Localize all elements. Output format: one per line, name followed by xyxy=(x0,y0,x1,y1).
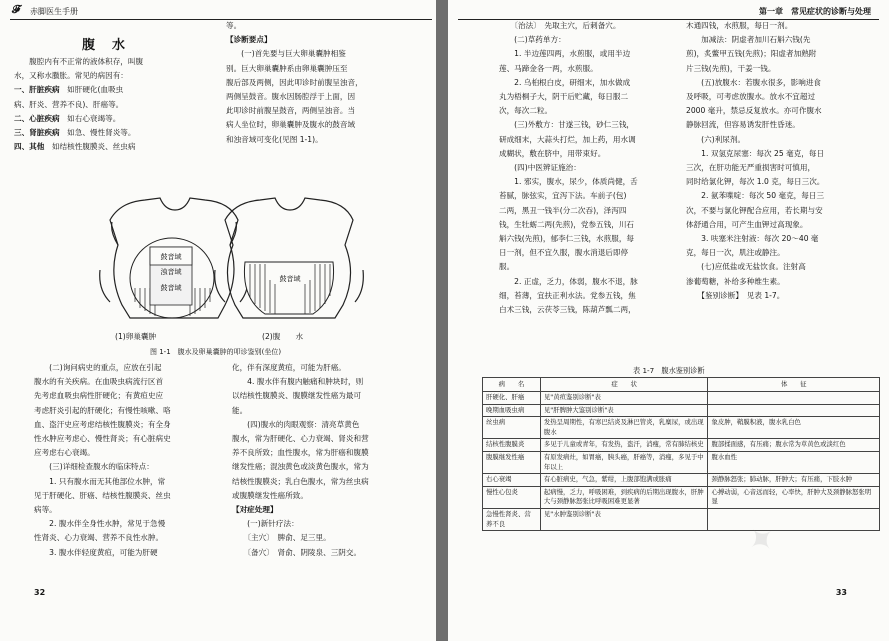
table-cell-sym: 多见于儿童或青年，有发热，盗汗，消瘦，常有肺结核史 xyxy=(540,439,708,452)
table-cell-sign: 腹部揉面感，有压痛；腹水常为草黄色或淡红色 xyxy=(708,439,880,452)
text-line: 【对症处理】 xyxy=(232,505,278,515)
table-cell-name: 急慢性肾炎、营养不良 xyxy=(483,508,541,530)
text-line: 2. 腹水伴全身性水肿，常见于急慢 xyxy=(34,519,166,529)
intro-line: 腹腔内有不正常的液体积存，叫腹 xyxy=(14,57,144,66)
text-line: 细，苔薄，宜扶正利水法。党参五钱，焦 xyxy=(499,290,636,300)
text-line: 应考虑右心衰竭。 xyxy=(34,448,95,458)
text-line: 二两，黑丑一钱半(分二次吞)，泽泻四 xyxy=(499,205,627,215)
text-line: 能。 xyxy=(232,405,248,415)
intro-line: 水，又称水臌胀。常见的病因有： xyxy=(14,71,128,81)
header-text: 第一章 常见症状的诊断与处理 xyxy=(759,7,871,16)
text-line: 继发性癌；混浊黄色或淡黄色腹水，常为 xyxy=(232,462,369,472)
treatment-column xyxy=(499,19,689,317)
differential-table xyxy=(482,377,880,531)
table-row xyxy=(483,508,880,530)
table-cell-sign: 心搏动弱，心音远而轻，心率快，肝肿大及颈静脉怒张明显 xyxy=(708,486,880,508)
text-line: 性水肿应考虑心、慢性肾炎；有心脏病史 xyxy=(34,434,171,444)
text-line: 此叩诊时前腹呈鼓音，两侧呈浊音。当 xyxy=(226,106,356,116)
figure-caption: 图 1-1 腹水及卵巢囊肿的叩诊鉴别(坐位) xyxy=(150,348,282,356)
text-line: 加减法：阴虚者加川石斛六钱(先 xyxy=(686,35,811,45)
page-number: 33 xyxy=(835,588,847,597)
text-line: 【鉴别诊断】 见表 1-7。 xyxy=(686,290,785,300)
text-line: 【诊断要点】 xyxy=(226,35,272,45)
text-line: 腹水，常为肝硬化、心力衰竭、肾炎和营 xyxy=(232,434,369,444)
text-line: (四)腹水的肉眼观察：清亮草黄色 xyxy=(232,419,360,429)
header-text: 赤脚医生手册 xyxy=(30,7,78,16)
table-cell-name: 肝硬化、肝癌 xyxy=(483,392,541,405)
text-line: 化，伴有深度黄疸，可能为肝癌。 xyxy=(232,363,346,372)
right-page xyxy=(448,0,889,641)
table-cell-name: 晚期血吸虫病 xyxy=(483,404,541,417)
tympany-zone-label: 鼓音域 xyxy=(279,275,301,283)
table-row xyxy=(483,404,880,417)
table-row xyxy=(483,392,880,405)
text-line: 〔治法〕 先取主穴，后刺备穴。 xyxy=(499,21,621,30)
bottom-right-column xyxy=(232,361,428,560)
table-row xyxy=(483,451,880,473)
table-header-row xyxy=(483,378,880,392)
running-header-right xyxy=(448,0,889,20)
column-header: 体 征 xyxy=(708,378,880,392)
text-line: 斛六钱(先煎)，郁李仁三钱，水煎服，每 xyxy=(499,234,635,244)
text-line: 先考虑血吸虫病性肝硬化；有黄疸史应 xyxy=(34,391,164,401)
text-line: 腹水的有关疾病。在血吸虫病流行区首 xyxy=(34,377,164,387)
running-header-left xyxy=(0,0,436,20)
table-cell-sym: 见"肝脾肿大鉴别诊断"表 xyxy=(540,404,708,417)
table-cell-sym: 有心脏病史，气急，紫绀，上腹部饱满或胀痛 xyxy=(540,474,708,487)
text-line: 1. 双氢克尿塞：每次 25 毫克，每日 xyxy=(686,148,825,158)
text-line: 日一剂，但不宜久服，腹水消退后即停 xyxy=(499,248,629,258)
table-row xyxy=(483,417,880,439)
text-line: 研成细末，大蒜头打烂，加上药，用水调 xyxy=(499,134,636,144)
figure-subcaption-1: (1)卵巢囊肿 xyxy=(115,332,157,341)
text-line: 成糊状，敷在脐中，用带束好。 xyxy=(499,148,606,158)
text-line: 2. 氨苯喋啶：每次 50 毫克，每日三 xyxy=(686,191,825,201)
watermark: ✦ xyxy=(738,515,787,565)
text-line: 1. 半边莲四两，水煎服，或用半边 xyxy=(499,49,631,59)
table-cell-sym: 见"水肿鉴别诊断"表 xyxy=(540,508,708,530)
text-line: 考虑肝炎引起的肝硬化；有慢性咳嗽、咯 xyxy=(34,405,171,415)
table-cell-sym: 发热呈周期性，有寒巴结炎及淋巴管炎，乳糜尿，或出现腹水 xyxy=(540,417,708,439)
text-line: 木通四钱，水煎服，每日一剂。 xyxy=(686,21,793,30)
table-cell-sym: 见"黄疸鉴别诊断"表 xyxy=(540,392,708,405)
table-cell-sym: 有原发病灶，如胃癌，胰头癌，肝癌等，消瘦，多见于中年以上 xyxy=(540,451,708,473)
text-line: 2. 乌桕根白皮，研细末，加水做成 xyxy=(499,77,631,87)
dullness-zone-label: 鼓音域 xyxy=(160,253,182,261)
cause-item: 四、其他 如结核性腹膜炎、丝虫病 xyxy=(14,142,136,152)
table-row xyxy=(483,439,880,452)
section-title: 腹 水 xyxy=(82,38,128,53)
text-line: 莲、马蹄金各一两，水煎服。 xyxy=(499,63,598,73)
text-line: 4. 腹水伴有腹内触痛和肿块时，则 xyxy=(232,377,364,387)
text-line: (四)中医辨证施治： xyxy=(499,163,581,173)
text-line: 1. 只有腹水而无其他部位水肿，常 xyxy=(34,476,166,486)
text-line: 性肾炎、心力衰竭、营养不良性水肿。 xyxy=(34,533,164,543)
bottom-left-column xyxy=(34,361,230,560)
text-line: 2. 正虚，乏力，体弱，腹水不退，脉 xyxy=(499,276,638,286)
text-line: 结核性腹膜炎；乳白色腹水，常为丝虫病 xyxy=(232,476,369,486)
table-cell-name: 结核性腹膜炎 xyxy=(483,439,541,452)
cause-item: 一、肝脏疾病 如肝硬化(血吸虫 xyxy=(14,85,124,95)
text-line: 〔主穴〕 脾俞、足三里。 xyxy=(232,533,331,543)
text-line: 见于肝硬化、肝癌、结核性腹膜炎、丝虫 xyxy=(34,490,171,500)
text-line: 和浊音域可变化(见图 1-1)。 xyxy=(226,134,323,144)
text-line: 丸为梧桐子大，阴干后贮藏，每日服二 xyxy=(499,92,629,102)
text-line: (三)详细检查腹水的临床特点： xyxy=(34,462,154,472)
text-line: 服。 xyxy=(499,262,515,272)
text-line: 病人坐位时，卵巢囊肿及腹水的鼓音域 xyxy=(226,120,356,130)
text-line: 次，每次二粒。 xyxy=(499,106,553,116)
text-line: 同时给氯化钾，每次 1.0 克，每日三次。 xyxy=(686,177,825,187)
left-page xyxy=(0,0,436,641)
text-line: 体舒通合用，可产生血钾过高现象。 xyxy=(686,219,808,229)
table-cell-name: 慢性心包炎 xyxy=(483,486,541,508)
text-line: 病等。 xyxy=(34,505,57,515)
text-line: 3. 呋塞米注射液：每次 20～40 毫 xyxy=(686,234,819,244)
text-line: 钱，生牡蛎二两(先煎)，党参五钱，川石 xyxy=(499,219,635,229)
text-line: 或腹膜继发性癌所致。 xyxy=(232,490,308,500)
text-line: 渗葡萄糖，补给多种维生素。 xyxy=(686,276,785,286)
text-line: (五)放腹水：若腹水很多，影响进食 xyxy=(686,77,822,87)
text-line: 2000 毫升，禁忌反复放水。亦可作腹水 xyxy=(686,106,822,116)
text-line: 3. 腹水伴轻度黄疸，可能为肝硬 xyxy=(34,547,158,557)
table-title: 表 1-7 腹水鉴别诊断 xyxy=(633,366,705,375)
text-line: 片三钱(先煎)，干姜一钱。 xyxy=(686,63,776,73)
table-cell-sign: 象皮肿，鞘膜积液，腹水乳白色 xyxy=(708,417,880,439)
text-line: 以结核性腹膜炎、腹膜继发性癌为最可 xyxy=(232,391,362,401)
text-line: 煎)，炙鳖甲五钱(先煎)；阳虚者加熟附 xyxy=(686,49,817,59)
table-row xyxy=(483,486,880,508)
table-cell-sign xyxy=(708,392,880,405)
text-line: 白术三钱，云茯苓三钱，陈葫芦瓢二两， xyxy=(499,305,636,315)
figure-subcaption-2: (2)腹 水 xyxy=(262,332,304,341)
text-line: 养不良所致；血性腹水，常为肝癌和腹膜 xyxy=(232,448,369,458)
table-cell-name: 腹膜继发性癌 xyxy=(483,451,541,473)
text-line: (一)新针疗法： xyxy=(232,519,299,529)
table-cell-sign: 颈静脉怒张；肺动脉，肝肿大；有压痛，下肢水肿 xyxy=(708,474,880,487)
page-number: 32 xyxy=(34,588,46,597)
dullness-zone-label: 鼓音域 xyxy=(160,284,182,292)
text-line: 三次，在肝功能无严重损害时可慎用， xyxy=(686,163,816,173)
cause-item: 病、肝炎、营养不良)、肝癌等。 xyxy=(14,99,124,109)
table-cell-sym: 起病慢，乏力，呼吸困难，到疾病的后期出现腹水，肝肿大与颈静脉怒张比呼吸困难更显著 xyxy=(540,486,708,508)
text-line: 别。巨大卵巢囊肿系由卵巢囊肿压至 xyxy=(226,63,348,73)
text-line: 腹后部及两侧，因此叩诊时前腹呈浊音， xyxy=(226,77,363,87)
dullness-zone-label: 浊音域 xyxy=(160,268,182,276)
table-cell-name: 丝虫病 xyxy=(483,417,541,439)
ovarian-cyst-region xyxy=(130,238,214,318)
text-line: 及呼吸，可考虑放腹水。放水不宜超过 xyxy=(686,92,816,102)
table-cell-sign: 腹水血性 xyxy=(708,451,880,473)
text-line: (一)首先要与巨大卵巢囊肿相鉴 xyxy=(226,49,346,59)
cause-item: 二、心脏疾病 如右心衰竭等。 xyxy=(14,113,121,123)
text-line: 两侧呈鼓音。腹水因肠腔浮于上面，因 xyxy=(226,92,356,102)
text-line: 血、盗汗史应考虑结核性腹膜炎；有全身 xyxy=(34,419,171,429)
text-line: 〔备穴〕 肾俞、阴陵泉、三阴交。 xyxy=(232,547,362,557)
text-line: 苔腻，脉弦实，宜泻下法。车前子(包) xyxy=(499,191,627,201)
text-line: 1. 邪实，腹水，尿少，体质尚健，舌 xyxy=(499,177,638,187)
column-header: 症 状 xyxy=(540,378,708,392)
text-line: (二)草药单方： xyxy=(499,35,566,45)
column-header: 病 名 xyxy=(483,378,541,392)
text-line: (二)询问病史的重点，应放在引起 xyxy=(34,363,162,372)
table-row xyxy=(483,474,880,487)
table-cell-sign xyxy=(708,508,880,530)
text-line: (三)外敷方：甘遂三钱，砂仁三钱， xyxy=(499,120,635,130)
book-logo-icon: 𝓕 xyxy=(12,3,21,16)
diagnosis-column xyxy=(226,19,426,147)
text-line: 克，每日一次，肌注或静注。 xyxy=(686,248,785,258)
text-line: 次，不要与氯化钾配合应用，若长期与安 xyxy=(686,205,823,215)
text-line: (六)利尿剂。 xyxy=(686,134,746,144)
treatment-column-2 xyxy=(686,19,882,303)
text-line: 静脉回流，但容易诱发肝性昏迷。 xyxy=(686,120,800,130)
cause-item: 三、肾脏疾病 如急、慢性肾炎等。 xyxy=(14,128,136,138)
ascites-region xyxy=(244,262,333,314)
table-cell-sign xyxy=(708,404,880,417)
text-line: (七)应低盐或无盐饮食。注射高 xyxy=(686,262,806,272)
text-line: 等。 xyxy=(226,21,242,30)
table-cell-name: 右心衰竭 xyxy=(483,474,541,487)
percussion-figure xyxy=(90,190,370,335)
